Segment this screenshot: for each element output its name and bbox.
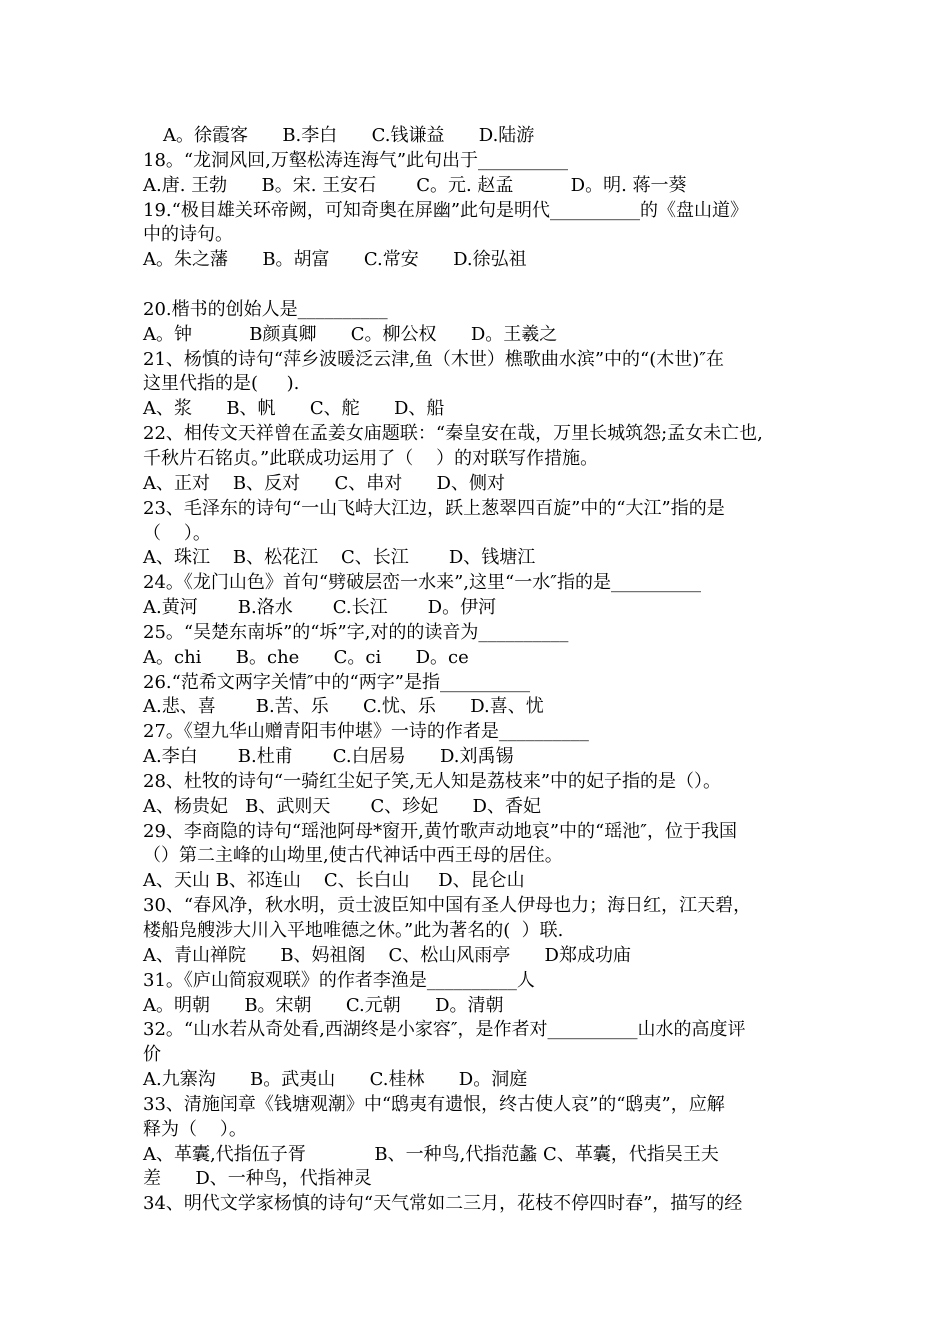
text-line: 这里代指的是( ).: [143, 373, 300, 395]
text-line: （ ）。: [143, 522, 211, 544]
text-line: （）第二主峰的山坳里,使古代神话中西王母的居住。: [143, 845, 563, 867]
text-line: 差 D、一种鸟，代指神灵: [143, 1168, 372, 1190]
text-line: 23、毛泽东的诗句“一山飞峙大江边，跃上葱翠四百旋”中的“大江”指的是: [143, 497, 725, 519]
text-line: 30、“春风净，秋水明，贡士波臣知中国有圣人伊母也力；海日红，江天碧，: [143, 895, 752, 917]
text-line: 楼船凫艘涉大川入平地唯德之休。”此为著名的( ）联.: [143, 920, 564, 941]
text-line: A、正对 B、反对 C、串对 D、侧对: [143, 472, 505, 494]
text-line: 19.“极目雄关环帝阙，可知奇奥在屏幽”此句是明代__________的《盘山道》: [143, 199, 749, 221]
text-line: A、珠江 B、松花江 C、长江 D、钱塘江: [143, 547, 536, 569]
text-line: 中的诗句。: [143, 224, 233, 246]
text-line: A。徐霞客 B.李白 C.钱谦益 D.陆游: [163, 125, 535, 146]
text-line: 20.楷书的创始人是__________: [143, 298, 388, 320]
text-line: 18。“龙洞风回,万壑松涛连海气”此句出于__________: [143, 149, 569, 171]
text-line: 26.“范希文两字关情″中的“两字”是指__________: [143, 671, 530, 693]
text-line: A。朱之藩 B。胡富 C.常安 D.徐弘祖: [143, 249, 527, 271]
text-line: A、青山禅院 B、妈祖阁 C、松山风雨亭 D郑成功庙: [143, 944, 631, 966]
text-line: 22、相传文天祥曾在孟姜女庙题联：“秦皇安在哉，万里长城筑怨;孟女未亡也,: [143, 423, 763, 445]
text-line: A、天山 B、祁连山 C、长白山 D、昆仑山: [143, 870, 525, 892]
text-line: A.黄河 B.洛水 C.长江 D。伊河: [143, 597, 497, 619]
text-line: A。钟 B颜真卿 C。柳公权 D。王羲之: [143, 323, 558, 345]
text-line: 29、李商隐的诗句“瑶池阿母*窗开,黄竹歌声动地哀”中的“瑶池″，位于我国: [143, 820, 737, 842]
text-line: 28、杜牧的诗句“一骑红尘妃子笑,无人知是荔枝来”中的妃子指的是（）。: [143, 770, 722, 792]
text-line: 27。《望九华山赠青阳韦仲堪》一诗的作者是__________: [143, 721, 589, 743]
text-line: 千秋片石铭贞。”此联成功运用了（ ）的对联写作措施。: [143, 447, 599, 469]
text-line: 21、杨慎的诗句“萍乡波暖泛云津,鱼（木世）樵歌曲水滨”中的“(木世)″在: [143, 348, 724, 370]
text-line: 价: [143, 1044, 161, 1066]
text-line: A、革囊,代指伍子胥 B、一种鸟,代指范蠡 C、革囊，代指吴王夫: [143, 1143, 719, 1165]
text-line: A.唐. 王勃 B。宋. 王安石 C。元. 赵孟 D。明. 蒋一葵: [143, 174, 687, 196]
text-line: 32。“山水若从奇处看,西湖终是小家容″，是作者对__________山水的高度评: [143, 1019, 746, 1041]
text-line: 33、清施闰章《钱塘观潮》中“鸱夷有遗恨，终古使人哀”的“鸱夷”，应解: [143, 1093, 725, 1115]
text-line: 31。《庐山简寂观联》的作者李渔是__________人: [143, 969, 535, 991]
text-line: A.李白 B.杜甫 C.白居易 D.刘禹锡: [143, 746, 514, 768]
text-line: A、浆 B、帆 C、舵 D、船: [143, 398, 445, 420]
text-line: 释为（ ）。: [143, 1118, 247, 1140]
text-line: A.九寨沟 B。武夷山 C.桂林 D。洞庭: [143, 1069, 528, 1091]
text-line: A。明朝 B。宋朝 C.元朝 D。清朝: [143, 994, 504, 1016]
quiz-text: [143, 124, 823, 1217]
text-line: A.悲、喜 B.苦、乐 C.忧、乐 D.喜、忧: [143, 696, 544, 718]
text-line: 25。“吴楚东南坼”的“坼”字,对的的读音为__________: [143, 621, 569, 643]
text-line: 24。《龙门山色》首句“劈破层峦一水来”,这里“一水″指的是__________: [143, 572, 701, 594]
text-line: A、杨贵妃 B、武则天 C、珍妃 D、香妃: [143, 795, 541, 817]
text-line: 34、明代文学家杨慎的诗句“天气常如二三月，花枝不停四时春”，描写的经: [143, 1193, 743, 1215]
text-line: [143, 273, 823, 298]
text-line: A。chi B。che C。ci D。ce: [143, 646, 469, 668]
